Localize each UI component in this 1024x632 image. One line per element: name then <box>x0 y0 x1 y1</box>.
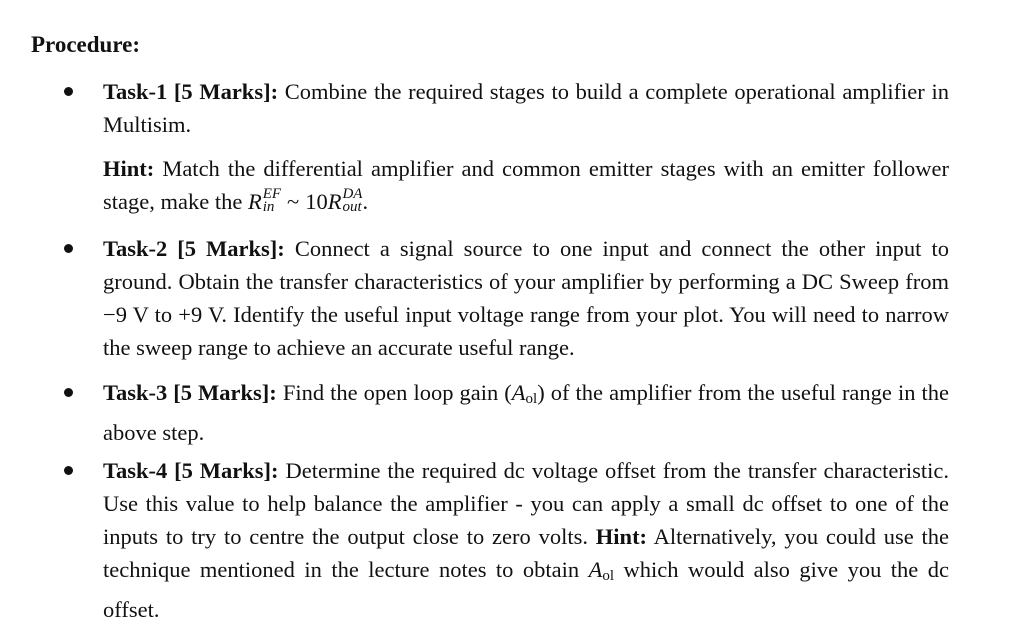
task-3-text-after: ) of the amplifier from the useful range in the above step. <box>103 380 949 445</box>
task-3 <box>103 376 949 449</box>
task-4-text-end: which would also give you the dc offset. <box>103 557 949 622</box>
task-3-label: Task-3 [5 Marks]: <box>103 380 277 405</box>
r-in-ef-sub: in <box>262 198 275 215</box>
approx-symbol: ~ <box>287 189 300 214</box>
task-2-label: Task-2 [5 Marks]: <box>103 236 285 261</box>
r-in-ef-sup: EF <box>262 185 282 202</box>
task-1-text: Combine the required stages to build a complete operational amplifier in Multisim. <box>103 79 949 137</box>
r-out-da-sup: DA <box>342 185 363 202</box>
task-4-text: Determine the required dc voltage offset from the transfer characteristic. Use this value to help balance the amplifier - you can apply a small dc offset to one of the inputs to try to centre the output close to zero volts. <box>103 458 949 549</box>
bullet-icon <box>64 466 73 475</box>
task-4-hint-label: Hint: <box>595 524 648 549</box>
hint-1-label: Hint: <box>103 156 155 181</box>
task-4-label: Task-4 [5 Marks]: <box>103 458 279 483</box>
bullet-icon <box>64 244 73 253</box>
task-1-label: Task-1 [5 Marks]: <box>103 79 279 104</box>
task-4-hint-text: Alternatively, you could use the technique mentioned in the lecture notes to obtain <box>103 524 950 582</box>
task-1 <box>103 75 949 141</box>
r-in-ef-subsup <box>262 185 282 215</box>
task-3-text-before: Find the open loop gain ( <box>276 380 512 405</box>
bullet-icon <box>64 388 73 397</box>
procedure-heading: Procedure: <box>31 32 141 57</box>
task-2-text: Connect a signal source to one input and connect the other input to ground. Obtain the transfer characteristics of your amplifier by performing a DC Sweep from −9 V to +9 V. Identify the useful input voltage range from your plot. You will need to narrow the sweep range to achieve an accurate useful range. <box>103 236 949 360</box>
task-2 <box>103 232 949 364</box>
r-out-da-sub: out <box>342 198 362 215</box>
a-ol-var: A <box>511 380 526 405</box>
a-ol-sub-2: ol <box>602 568 615 584</box>
r-in-ef-var: R <box>247 189 262 214</box>
hint-1-end: . <box>362 189 369 214</box>
a-ol-sub: ol <box>525 391 538 407</box>
a-ol-var-2: A <box>588 557 603 582</box>
task-4 <box>103 454 949 626</box>
hint-1-text: Match the differential amplifier and common emitter stages with an emitter follower stage, make the <box>103 156 949 214</box>
bullet-icon <box>64 87 73 96</box>
r-out-da-subsup <box>342 185 363 215</box>
r-out-coef: 10 <box>305 189 328 214</box>
hint-1 <box>103 152 949 218</box>
r-out-da-var: R <box>327 189 342 214</box>
